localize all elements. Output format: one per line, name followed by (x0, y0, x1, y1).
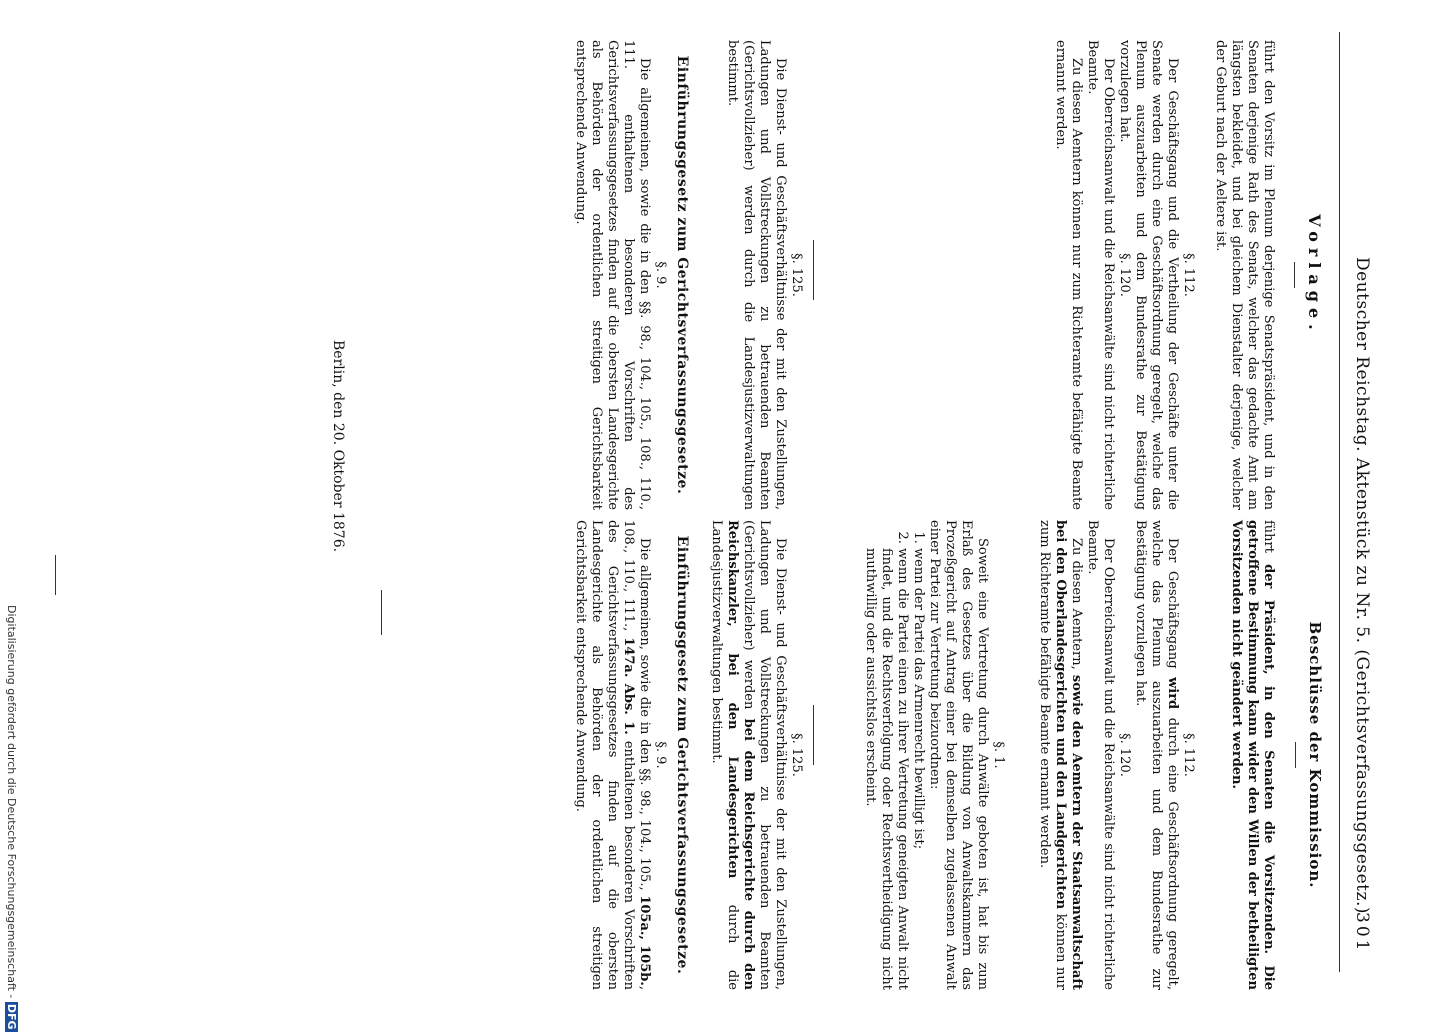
paragraph (1228, 520, 1276, 990)
intro-law-block (572, 520, 690, 990)
amended-text: 105a., 105b. (637, 895, 652, 986)
page-number: 301 (1352, 912, 1372, 954)
heading-rule (1295, 742, 1296, 768)
running-title: Deutscher Reichstag. Aktenstück zu Nr. 5. (Gerichtsverfassungsgesetz.) (1352, 257, 1372, 915)
column-vorlage (573, 40, 1324, 510)
section-number: §. 1. (991, 741, 1006, 769)
digitisation-text: Digitalisierung gefördert durch die Deutsche Forschungsgemeinschaft - (5, 605, 18, 1002)
section-number: §. 9. (653, 261, 668, 289)
text-span: Zu diesen Aemtern, (1069, 538, 1084, 675)
paragraph (1036, 520, 1084, 990)
amended-text: der Präsident, in den Senaten die Vorsitzenden. Die getroffene Bestimmung kann wider den Willen der betheiligten Vorsitzenden nicht geändert werden. (1229, 520, 1276, 990)
paragraph-block-1 (1212, 40, 1276, 510)
numbered-list (862, 520, 926, 990)
section-number: §. 125. (789, 253, 804, 297)
paragraph: Der Oberreichsanwalt und die Reichsanwälte sind nicht richterliche Beamte. (1085, 520, 1116, 990)
text-span: , 108., 110., 111., (621, 520, 652, 990)
column-beschluesse (573, 520, 1324, 991)
column-heading: Vorlage. (1305, 214, 1324, 336)
paragraph: Der Geschäftsgang und die Vertheilung der Geschäfte unter die Senate werden durch eine Geschäftsordnung geregelt, welche das Plenum auszuarbeiten und dem Bundesrathe zur Bestätigung vorzulegen hat. (1117, 40, 1180, 510)
paragraph (708, 520, 788, 990)
section-112 (1132, 520, 1196, 990)
text-span: führt (1261, 520, 1276, 565)
text-span: durch die Landesjustizverwaltungen bestimmt. (709, 520, 740, 991)
list-item: 2. wenn die Partei einen zu ihrer Vertretung geneigten Anwalt nicht findet, und die Rechtsverfolgung oder Rechtsvertheidigung nicht muthwillig oder aussichtslos erscheint. (862, 548, 910, 990)
list-item: 1. wenn der Partei das Armenrecht bewilligt ist; (910, 548, 926, 990)
page-header (1342, 32, 1372, 972)
dfg-logo: DFG (5, 1003, 18, 1030)
header-rule (1339, 32, 1340, 972)
law-title: Einführungsgesetz zum Gerichtsverfassungsgesetze. (674, 535, 690, 975)
paragraph: Die allgemeinen, sowie die in den §§. 98., 104., 105., 108., 110., 111. enthaltenen besonderen Vorschriften des Gerichtsverfassungsgesetzes finden auf die obersten Landesgerichte als Behörden der ordentlichen streitigen Gerichtsbarkeit entsprechende Anwendung. (573, 40, 652, 510)
column-heading: Beschlüsse der Kommission. (1306, 621, 1324, 889)
section-125 (708, 520, 804, 990)
section-number: §. 120. (1117, 253, 1132, 297)
paragraph (1132, 520, 1180, 990)
text-span: durch eine Geschäftsordnung geregelt, welche das Plenum auszuarbeiten und dem Bundesrathe zur Bestätigung vorzulegen hat. (1133, 520, 1180, 990)
text-span: enthaltenen besonderen Vorschriften des Gerichtsverfassungsgesetzes finden auf die obersten Landesgerichte als Behörden der ordentlichen streitigen Gerichtsbarkeit entsprechende Anwendung. (573, 520, 636, 990)
amended-text: sowie den Aemtern der Staatsanwaltschaft bei den Oberlandesgerichten und den Landgerichten (1053, 520, 1084, 990)
heading-rule (1294, 262, 1295, 288)
paragraph-block-1 (1228, 520, 1276, 990)
section-divider (55, 555, 56, 595)
section-120 (1052, 40, 1132, 510)
digitisation-note (5, 605, 18, 1032)
paragraph: Die Dienst- und Geschäftsverhältnisse der mit den Zustellungen, Ladungen und Vollstreckungen zu betrauenden Beamten (Gerichtsvollzieher) werden durch die Landesjustizverwaltungen bestimmt. (725, 40, 788, 510)
section-number: §. 125. (789, 733, 804, 777)
law-title: Einführungsgesetz zum Gerichtsverfassungsgesetze. (674, 55, 690, 495)
section-number: §. 120. (1117, 733, 1132, 777)
paragraph: Der Oberreichsanwalt und die Reichsanwälte sind nicht richterliche Beamte. (1085, 40, 1116, 510)
section-number: §. 9. (653, 741, 668, 769)
section-number: §. 112. (1181, 253, 1196, 297)
text-span: Die allgemeinen, sowie die in den §§. 98., 104., 105., (637, 538, 652, 896)
section-divider (813, 240, 814, 300)
text-span: Der Geschäftsgang (1165, 538, 1180, 678)
amended-text: bei dem Reichsgerichte durch den Reichskanzler, bei den Landesgerichten (725, 520, 756, 990)
paragraph: Soweit eine Vertretung durch Anwälte geboten ist, hat bis zum Erlaß des Gesetzes über die Bildung von Anwaltskammern das Prozeßgericht auf Antrag einer bei demselben zugelassenen Anwalt einer Partei zur Vertretung beizuordnen: (927, 520, 990, 990)
paragraph (572, 520, 652, 990)
section-120 (1036, 520, 1132, 990)
paragraph: Zu diesen Aemtern können nur zum Richteramte befähigte Beamte ernannt werden. (1053, 40, 1084, 510)
section-divider (381, 590, 382, 635)
section-125 (724, 40, 804, 510)
text-span: Die Dienst- und Geschäftsverhältnisse der mit den Zustellungen, Ladungen und Vollstreckungen zu betrauenden Beamten (Gerichtsvollzieher) werden (741, 520, 788, 990)
date-line: Berlin, den 20. Oktober 1876. (330, 340, 346, 553)
section-1 (862, 520, 1006, 990)
amended-text: 147a. Abs. 1. (621, 637, 636, 735)
intro-law-block (572, 40, 690, 510)
text-span: können nur zum Richteramte befähigte Beamte ernannt werden. (1037, 520, 1068, 990)
paragraph: führt den Vorsitz im Plenum derjenige Senatspräsident, und in den Senaten derjenige Rath des Senats, welcher das gedachte Amt am längsten bekleidet, und bei gleichem Dienstalter derjenige, welcher der Geburt nach der Aeltere ist. (1213, 40, 1276, 510)
section-number: §. 112. (1181, 733, 1196, 777)
section-divider (813, 705, 814, 765)
amended-text: wird (1165, 677, 1180, 710)
